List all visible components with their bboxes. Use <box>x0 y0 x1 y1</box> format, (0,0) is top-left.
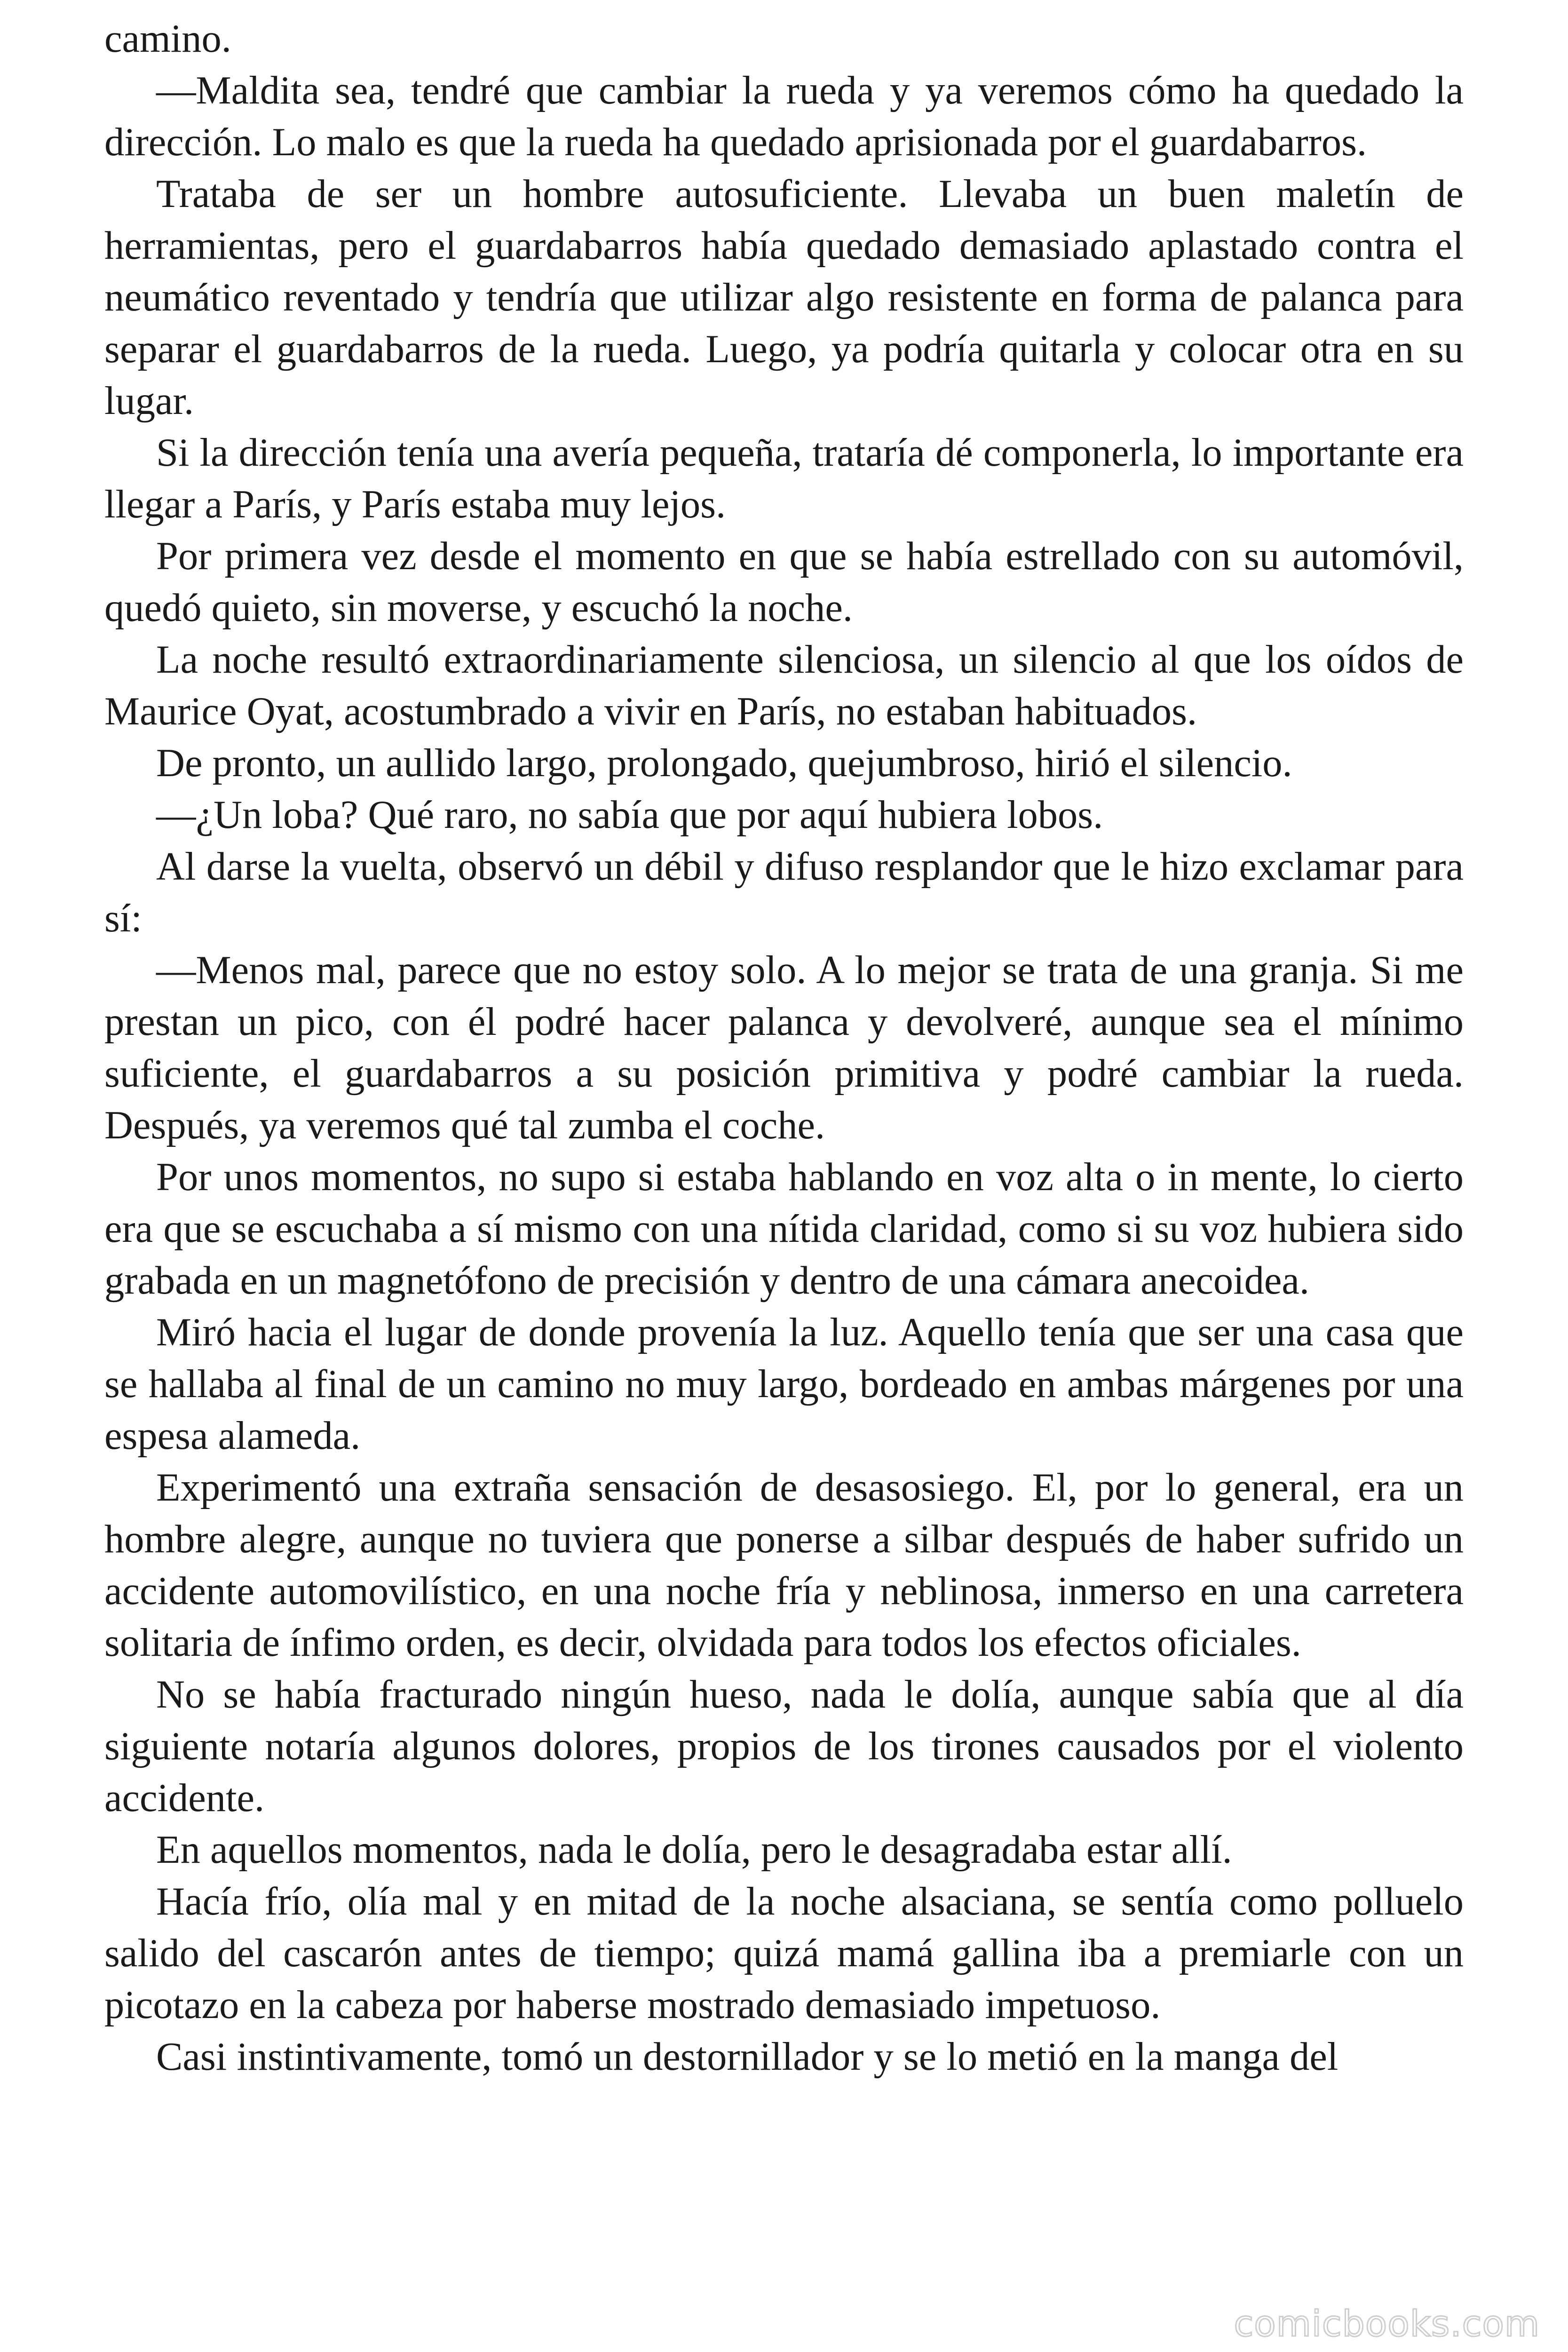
paragraph: —Menos mal, parece que no estoy solo. A lo mejor se trata de una granja. Si me prestan un pico, con él podré hacer palanca y devolveré, aunque sea el mínimo suficiente, el guardabarros a su posición primitiva y podré cambiar la rueda. Después, ya veremos qué tal zumba el coche. <box>104 948 1464 1147</box>
paragraph: Experimentó una extraña sensación de desasosiego. El, por lo general, era un hombre alegre, aunque no tuviera que ponerse a silbar después de haber sufrido un accidente automovilístico, en una noche fría y neblinosa, inmerso en una carretera solitaria de ínfimo orden, es decir, olvidada para todos los efectos oficiales. <box>104 1466 1464 1665</box>
site-watermark: comicbooks.com <box>1234 2303 1540 2344</box>
book-page-text <box>104 13 1464 2083</box>
paragraph: —Maldita sea, tendré que cambiar la rueda y ya veremos cómo ha quedado la dirección. Lo malo es que la rueda ha quedado aprisionada por el guardabarros. <box>104 69 1464 164</box>
paragraph: De pronto, un aullido largo, prolongado, quejumbroso, hirió el silencio. <box>156 741 1292 785</box>
paragraph: Miró hacia el lugar de donde provenía la luz. Aquello tenía que ser una casa que se hallaba al final de un camino no muy largo, bordeado en ambas márgenes por una espesa alameda. <box>104 1311 1464 1458</box>
paragraph: Por unos momentos, no supo si estaba hablando en voz alta o in mente, lo cierto era que se escuchaba a sí mismo con una nítida claridad, como si su voz hubiera sido grabada en un magnetófono de precisión y dentro de una cámara anecoidea. <box>104 1155 1464 1303</box>
paragraph: Si la dirección tenía una avería pequeña, trataría dé componerla, lo importante era llegar a París, y París estaba muy lejos. <box>104 431 1464 526</box>
paragraph: Por primera vez desde el momento en que se había estrellado con su automóvil, quedó quieto, sin moverse, y escuchó la noche. <box>104 534 1464 630</box>
paragraph: Casi instintivamente, tomó un destornillador y se lo metió en la manga del <box>156 2035 1338 2079</box>
paragraph: La noche resultó extraordinariamente silenciosa, un silencio al que los oídos de Maurice Oyat, acostumbrado a vivir en París, no estaban habituados. <box>104 638 1464 733</box>
paragraph: No se había fracturado ningún hueso, nada le dolía, aunque sabía que al día siguiente notaría algunos dolores, propios de los tirones causados por el violento accidente. <box>104 1673 1464 1820</box>
paragraph: Trataba de ser un hombre autosuficiente. Llevaba un buen maletín de herramientas, pero el guardabarros había quedado demasiado aplastado contra el neumático reventado y tendría que utilizar algo resistente en forma de palanca para separar el guardabarros de la rueda. Luego, ya podría quitarla y colocar otra en su lugar. <box>104 172 1464 423</box>
paragraph: camino. <box>104 17 231 61</box>
paragraph: Al darse la vuelta, observó un débil y difuso resplandor que le hizo exclamar para sí: <box>104 845 1464 940</box>
paragraph: —¿Un loba? Qué raro, no sabía que por aquí hubiera lobos. <box>156 793 1103 837</box>
paragraph: En aquellos momentos, nada le dolía, pero le desagradaba estar allí. <box>156 1828 1232 1872</box>
paragraph: Hacía frío, olía mal y en mitad de la noche alsaciana, se sentía como polluelo salido del cascarón antes de tiempo; quizá mamá gallina iba a premiarle con un picotazo en la cabeza por haberse mostrado demasiado impetuoso. <box>104 1880 1464 2027</box>
